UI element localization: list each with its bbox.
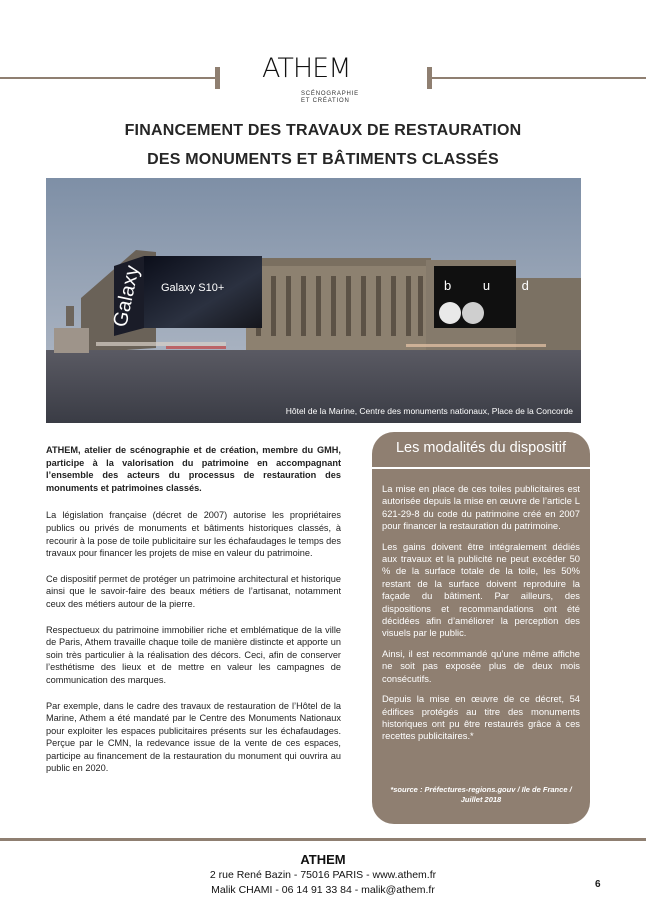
logo-wordmark: ATHEM [262, 53, 351, 84]
paragraph-dispositif: Ce dispositif permet de protéger un patrimoine architectural et historique ainsi que le savoir-faire des beaux métiers de l’artisanat, notamment ceux des métiers autour de la pierre. [46, 573, 341, 609]
source-line-2: Juillet 2018 [460, 795, 502, 804]
header-tick-right [427, 67, 432, 89]
modalites-box [372, 432, 590, 824]
logo-subtitle-line2: ET CRÉATION [301, 98, 350, 104]
modalites-paragraph-3: Ainsi, il est recommandé qu’une même affiche ne soit pas exposée plus de deux mois consécutifs. [382, 647, 580, 684]
footer-address: 2 rue René Bazin - 75016 PARIS - www.athem.fr [209, 869, 437, 881]
source-line-1: *source : Préfectures-regions.gouv / Ile de France / [390, 785, 572, 794]
header-rule-right [432, 77, 646, 79]
header-rule-left [0, 77, 215, 79]
intro-paragraph: ATHEM, atelier de scénographie et de création, membre du GMH, participe à la valorisation du patrimoine en accompagnant l’ensemble des acteurs du processus de restauration des monuments et patrimoines classés. [46, 445, 341, 493]
photo-illustration [46, 178, 581, 423]
header-tick-left [215, 67, 220, 89]
modalites-paragraph-1: La mise en place de ces toiles publicitaires est autorisée depuis la mise en œuvre de l’article L 621-29-8 du code du patrimoine créé en 2007 pour financer la restauration du patrimoine. [382, 483, 580, 532]
modalites-paragraph-2: Les gains doivent être intégralement dédiés aux travaux et la publicité ne peut excéder 50 % de la surface totale de la toile, les 50% restant de la surface doivent reproduire la façade du bâtiment. Par ailleurs, des dispositions et recommandations ont été décidées afin d’améliorer la perception des visuels par le public. [382, 540, 580, 639]
hotel-de-la-marine-photo [46, 178, 581, 423]
modalites-separator [372, 467, 590, 469]
modalites-paragraph-4: Depuis la mise en œuvre de ce décret, 54 édifices protégés au titre des monuments historiques ont pu être restaurés grâce à ces recettes publicitaires.* [382, 693, 580, 742]
page-title-line2: DES MONUMENTS ET BÂTIMENTS CLASSÉS [147, 151, 499, 168]
logo-subtitle-line1: SCÉNOGRAPHIE [301, 91, 359, 97]
billboard-right-text: b u d [444, 278, 543, 293]
paragraph-legislation: La législation française (décret de 2007) autorise les propriétaires publics ou privés de monuments et bâtiments historiques classés, à recourir à la pose de toile publicitaire sur les échafaudages le temps des travaux pour financer les projets de mise en valeur du patrimoine. [46, 510, 341, 559]
page-number: 6 [595, 879, 601, 890]
photo-caption: Hôtel de la Marine, Centre des monuments nationaux, Place de la Concorde [285, 406, 573, 416]
billboard-left-vertical: Galaxy [109, 263, 144, 330]
modalites-body [382, 483, 580, 751]
modalites-title: Les modalités du dispositif [395, 440, 567, 456]
billboard-left-text: Galaxy S10+ [161, 282, 225, 294]
footer-contact: Malik CHAMI - 06 14 91 33 84 - malik@athem.fr [211, 884, 435, 896]
footer-company: ATHEM [300, 852, 346, 867]
logo-subtitle [301, 91, 359, 105]
page-title-line1: FINANCEMENT DES TRAVAUX DE RESTAURATION [124, 122, 522, 139]
athem-logo [262, 53, 382, 104]
paragraph-exemple: Par exemple, dans le cadre des travaux de restauration de l’Hôtel de la Marine, Athem a été mandaté par le Centre des Monuments Nationaux pour exploiter les espaces publicitaires présents sur les échafaudages. Perçue par le CMN, la redevance issue de la vente de ces espaces, participe au financement de la restauration du monument qui ouvrira au public en 2020. [46, 700, 341, 774]
paragraph-patrimoine: Respectueux du patrimoine immobilier riche et emblématique de la ville de Paris, Athem travaille chaque toile de manière distincte et apporte un soin très particulier à la réalisation des décors. Ceci, afin de conserver l’esthétisme des lieux et de mettre en valeur les campagnes de communication des marques. [46, 624, 341, 685]
modalites-source [372, 785, 590, 805]
left-column-text [46, 444, 341, 788]
footer-rule [0, 838, 646, 841]
